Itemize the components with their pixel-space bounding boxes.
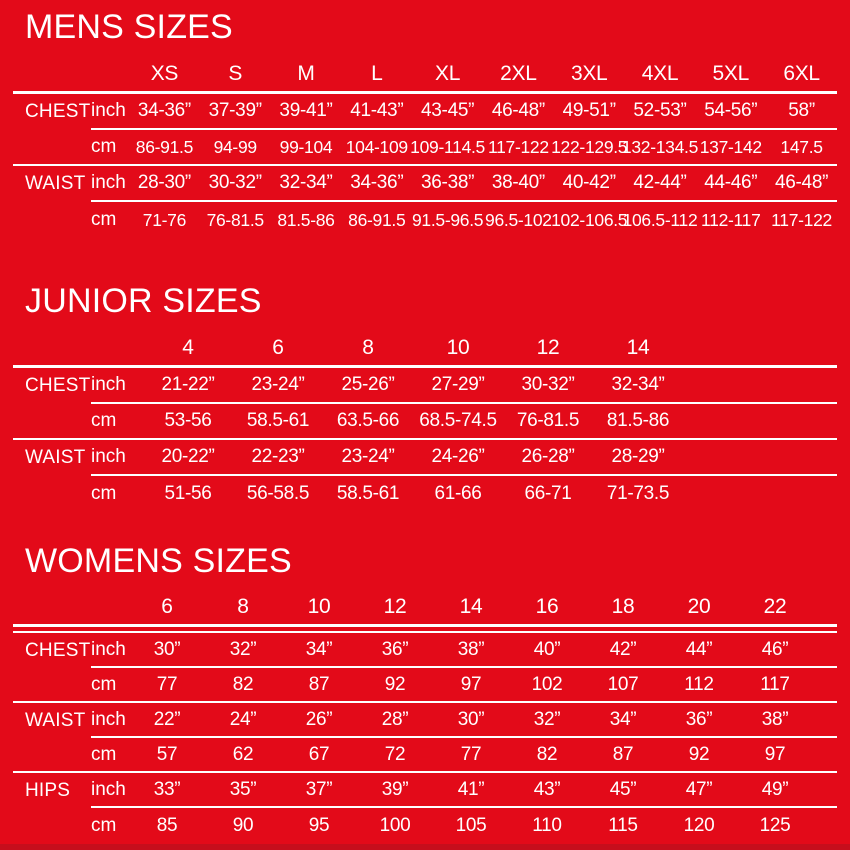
measurement-value: 95 (308, 814, 330, 836)
row-filler (813, 738, 837, 771)
size-column-header: M (297, 62, 315, 85)
measurement-value: 112-117 (701, 209, 761, 230)
measurement-value: 102 (531, 673, 563, 695)
row-filler (683, 368, 837, 404)
section-junior (13, 282, 837, 512)
measurement-value: 87 (308, 673, 330, 695)
measurement-value: 23-24” (233, 368, 323, 404)
size-column-header: 2XL (500, 62, 537, 85)
header-unit-spacer (91, 592, 129, 624)
measurement-value: 68.5-74.5 (419, 410, 497, 431)
measurement-value: 99-104 (279, 136, 333, 157)
junior-section-title: JUNIOR SIZES (25, 282, 262, 320)
row-filler (813, 592, 837, 624)
size-header-row (13, 592, 837, 627)
measurement-value: 147.5 (780, 136, 823, 157)
measurement-value: 47” (661, 773, 737, 808)
size-column-header: 12 (536, 336, 560, 359)
measurement-value: 40” (509, 633, 585, 668)
measurement-value: 117-122 (771, 209, 832, 230)
measurement-value: 81.5-86 (606, 410, 670, 431)
header-label-spacer (13, 332, 91, 365)
measurement-label: CHEST (25, 101, 91, 122)
row-filler (683, 476, 837, 512)
measurement-row (13, 130, 837, 166)
unit-label: cm (91, 483, 117, 504)
measurement-row (13, 808, 837, 843)
measurement-value: 46-48” (766, 166, 837, 202)
size-column-header: 6XL (783, 62, 820, 85)
measurement-label: CHEST (25, 375, 91, 396)
measurement-value: 125 (759, 814, 791, 836)
measurement-value: 34-36” (129, 94, 200, 130)
measurement-value: 49” (737, 773, 813, 808)
measurement-value: 30-32” (503, 368, 593, 404)
measurement-value: 77 (156, 673, 178, 695)
measurement-value: 21-22” (143, 368, 233, 404)
mens-size-table (13, 58, 837, 238)
measurement-label (13, 202, 91, 238)
measurement-value: 72 (384, 743, 406, 765)
measurement-value: 77 (460, 743, 482, 765)
header-label-spacer (13, 592, 91, 624)
unit-label: cm (91, 410, 117, 431)
unit-label: cm (91, 136, 117, 157)
row-filler (813, 633, 837, 668)
measurement-value: 76-81.5 (206, 209, 264, 230)
row-filler (813, 668, 837, 701)
measurement-row (13, 633, 837, 668)
measurement-value: 46-48” (483, 94, 554, 130)
size-column-header: S (228, 62, 243, 85)
size-column-header: 6 (272, 336, 284, 359)
unit-label: cm (91, 673, 117, 695)
measurement-row (13, 404, 837, 440)
size-column-header: XL (435, 62, 461, 85)
unit-label: cm (91, 209, 117, 230)
measurement-value: 42” (585, 633, 661, 668)
measurement-value: 58.5-61 (246, 410, 310, 431)
size-column-header: XS (150, 62, 179, 85)
measurement-value: 32” (205, 633, 281, 668)
measurement-value: 107 (607, 673, 639, 695)
measurement-value: 38-40” (483, 166, 554, 202)
measurement-value: 58” (766, 94, 837, 130)
measurement-value: 71-76 (142, 209, 187, 230)
measurement-value: 106.5-112 (622, 209, 698, 230)
unit-label: inch (91, 368, 143, 404)
size-column-header: 22 (763, 595, 787, 618)
measurement-value: 122-129.5 (551, 136, 628, 157)
measurement-value: 40-42” (554, 166, 625, 202)
measurement-value: 85 (156, 814, 178, 836)
size-column-header: 14 (626, 336, 650, 359)
measurement-value: 132-134.5 (621, 136, 699, 157)
size-column-header: 20 (687, 595, 711, 618)
measurement-value: 43” (509, 773, 585, 808)
measurement-value: 28-30” (129, 166, 200, 202)
measurement-value: 45” (585, 773, 661, 808)
measurement-value: 20-22” (143, 440, 233, 476)
measurement-value: 52-53” (625, 94, 696, 130)
measurement-value: 92 (384, 673, 406, 695)
measurement-value: 102-106.5 (551, 209, 628, 230)
measurement-value: 22-23” (233, 440, 323, 476)
unit-label: inch (91, 703, 129, 738)
unit-label: inch (91, 440, 143, 476)
size-column-header: 4 (182, 336, 194, 359)
measurement-value: 82 (536, 743, 558, 765)
measurement-value: 38” (737, 703, 813, 738)
measurement-value: 39” (357, 773, 433, 808)
measurement-value: 23-24” (323, 440, 413, 476)
measurement-value: 30-32” (200, 166, 271, 202)
measurement-value: 54-56” (695, 94, 766, 130)
measurement-value: 30” (433, 703, 509, 738)
measurement-value: 58.5-61 (336, 483, 400, 504)
measurement-value: 42-44” (625, 166, 696, 202)
measurement-value: 51-56 (164, 483, 212, 504)
size-column-header: 12 (383, 595, 407, 618)
measurement-value: 41-43” (341, 94, 412, 130)
measurement-value: 44” (661, 633, 737, 668)
measurement-row (13, 202, 837, 238)
measurement-value: 25-26” (323, 368, 413, 404)
measurement-value: 94-99 (213, 136, 257, 157)
measurement-label (13, 476, 91, 512)
measurement-value: 34-36” (341, 166, 412, 202)
unit-label: cm (91, 814, 117, 836)
measurement-value: 44-46” (695, 166, 766, 202)
measurement-label (13, 738, 91, 771)
measurement-row (13, 440, 837, 476)
womens-size-table (13, 592, 837, 843)
size-column-header: 8 (237, 595, 249, 618)
unit-label: inch (91, 633, 129, 668)
size-column-header: 16 (535, 595, 559, 618)
measurement-value: 43-45” (412, 94, 483, 130)
measurement-label: WAIST (25, 173, 86, 194)
measurement-value: 46” (737, 633, 813, 668)
measurement-value: 105 (455, 814, 487, 836)
measurement-value: 26” (281, 703, 357, 738)
measurement-label (13, 808, 91, 843)
measurement-label (13, 404, 91, 438)
measurement-label (13, 130, 91, 164)
measurement-value: 82 (232, 673, 254, 695)
measurement-label: WAIST (25, 709, 86, 731)
size-header-row (13, 332, 837, 368)
row-filler (813, 808, 837, 843)
unit-label: cm (91, 743, 117, 765)
row-filler (683, 332, 837, 365)
measurement-value: 81.5-86 (277, 209, 335, 230)
measurement-value: 49-51” (554, 94, 625, 130)
measurement-value: 28-29” (593, 440, 683, 476)
header-unit-spacer (91, 332, 143, 365)
measurement-row (13, 703, 837, 738)
measurement-value: 36-38” (412, 166, 483, 202)
measurement-value: 115 (608, 814, 638, 836)
size-header-row (13, 58, 837, 94)
size-column-header: 14 (459, 595, 483, 618)
measurement-value: 86-91.5 (135, 136, 194, 157)
womens-section-title: WOMENS SIZES (25, 542, 292, 580)
measurement-value: 26-28” (503, 440, 593, 476)
measurement-value: 35” (205, 773, 281, 808)
measurement-row (13, 738, 837, 773)
measurement-value: 100 (379, 814, 411, 836)
measurement-value: 37” (281, 773, 357, 808)
measurement-value: 104-109 (345, 136, 408, 157)
size-column-header: 3XL (570, 62, 608, 85)
size-column-header: 4XL (641, 62, 679, 85)
measurement-row (13, 668, 837, 703)
measurement-value: 87 (612, 743, 634, 765)
measurement-row (13, 368, 837, 404)
measurement-value: 96.5-102 (485, 209, 552, 230)
row-filler (813, 773, 837, 808)
section-womens (13, 542, 837, 843)
unit-label: inch (91, 94, 129, 130)
measurement-value: 63.5-66 (336, 410, 400, 431)
measurement-value: 38” (433, 633, 509, 668)
measurement-value: 33” (129, 773, 205, 808)
measurement-label: WAIST (25, 447, 86, 468)
measurement-value: 76-81.5 (516, 410, 580, 431)
size-column-header: 6 (161, 595, 173, 618)
measurement-value: 41” (433, 773, 509, 808)
header-unit-spacer (91, 58, 129, 91)
size-column-header: L (371, 62, 383, 85)
measurement-value: 67 (308, 743, 330, 765)
measurement-label: HIPS (25, 779, 71, 801)
measurement-row (13, 476, 837, 512)
measurement-value: 34” (585, 703, 661, 738)
measurement-value: 112 (684, 673, 714, 695)
row-filler (683, 404, 837, 438)
measurement-value: 92 (688, 743, 710, 765)
measurement-value: 91.5-96.5 (411, 209, 484, 230)
measurement-value: 37-39” (200, 94, 271, 130)
measurement-value: 57 (156, 743, 178, 765)
measurement-value: 53-56 (164, 410, 212, 431)
measurement-value: 62 (232, 743, 254, 765)
size-column-header: 10 (307, 595, 331, 618)
measurement-value: 32-34” (593, 368, 683, 404)
measurement-value: 22” (129, 703, 205, 738)
size-column-header: 8 (362, 336, 374, 359)
size-column-header: 5XL (712, 62, 749, 85)
measurement-value: 61-66 (434, 483, 482, 504)
measurement-value: 110 (532, 814, 562, 836)
measurement-value: 36” (661, 703, 737, 738)
section-mens (13, 8, 837, 238)
measurement-value: 24” (205, 703, 281, 738)
unit-label: inch (91, 166, 129, 202)
mens-section-title: MENS SIZES (25, 8, 233, 46)
header-label-spacer (13, 58, 91, 91)
junior-size-table (13, 332, 837, 512)
measurement-value: 34” (281, 633, 357, 668)
measurement-value: 36” (357, 633, 433, 668)
measurement-row (13, 773, 837, 808)
measurement-value: 117-122 (487, 136, 549, 157)
unit-label: inch (91, 773, 129, 808)
measurement-value: 117 (760, 673, 790, 695)
measurement-value: 66-71 (524, 483, 572, 504)
measurement-value: 137-142 (699, 136, 762, 157)
measurement-value: 30” (129, 633, 205, 668)
measurement-row (13, 166, 837, 202)
measurement-row (13, 94, 837, 130)
measurement-value: 120 (683, 814, 715, 836)
measurement-value: 109-114.5 (410, 136, 485, 157)
measurement-value: 56-58.5 (246, 483, 310, 504)
measurement-value: 97 (460, 673, 482, 695)
measurement-value: 97 (764, 743, 786, 765)
measurement-value: 71-73.5 (606, 483, 670, 504)
row-filler (683, 440, 837, 476)
measurement-value: 28” (357, 703, 433, 738)
row-filler (813, 703, 837, 738)
measurement-value: 27-29” (413, 368, 503, 404)
bottom-edge-strip (0, 844, 850, 850)
measurement-value: 90 (232, 814, 254, 836)
measurement-value: 32” (509, 703, 585, 738)
size-column-header: 18 (611, 595, 635, 618)
measurement-value: 39-41” (271, 94, 342, 130)
size-column-header: 10 (446, 336, 470, 359)
measurement-label: CHEST (25, 639, 91, 661)
measurement-value: 32-34” (271, 166, 342, 202)
measurement-value: 24-26” (413, 440, 503, 476)
measurement-label (13, 668, 91, 701)
measurement-value: 86-91.5 (348, 209, 406, 230)
